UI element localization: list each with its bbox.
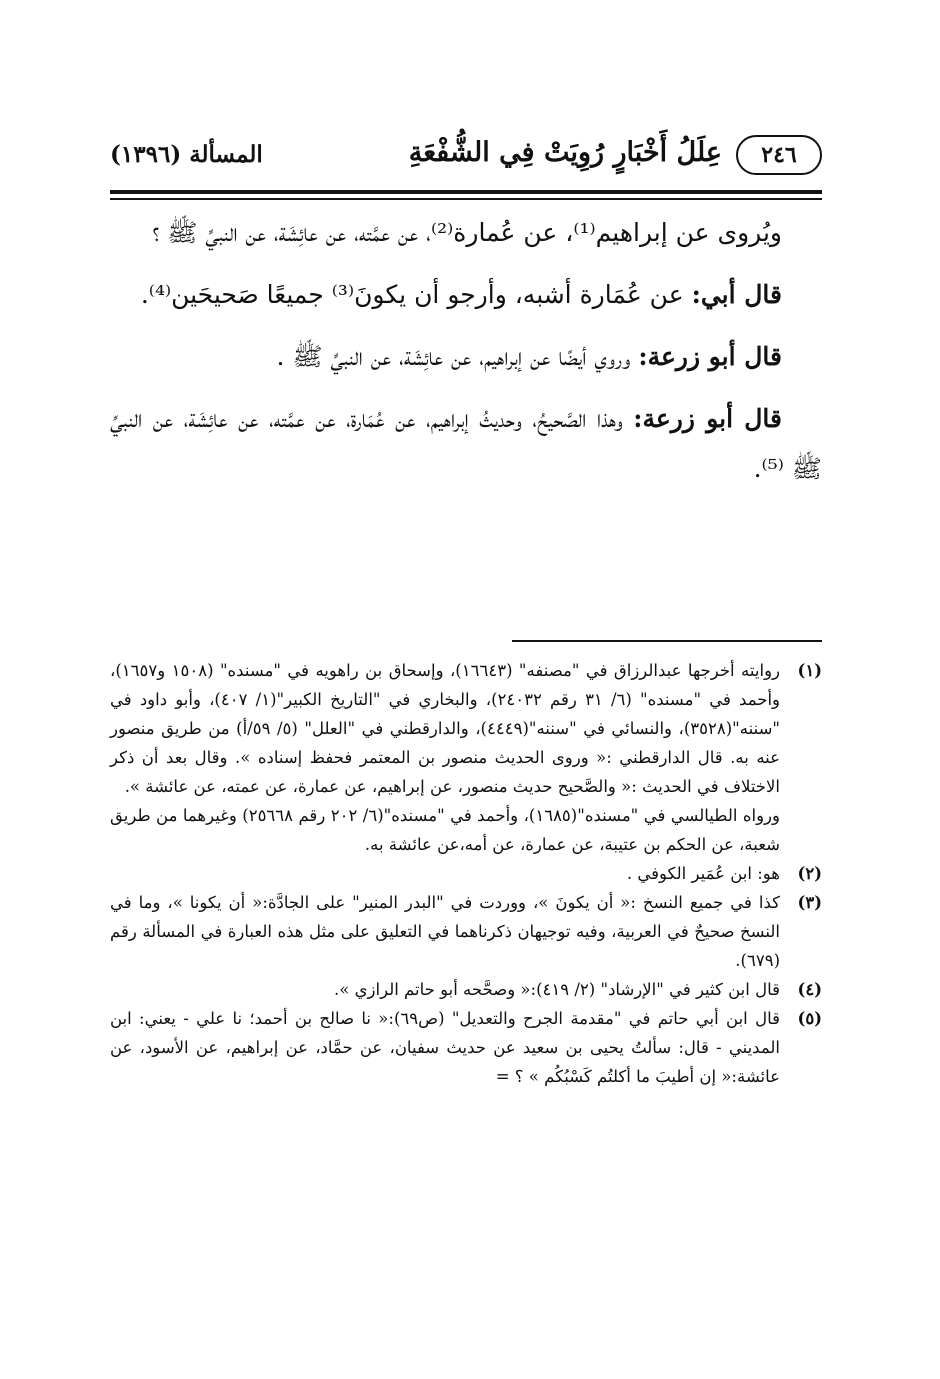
footnote-number: (٥): [797, 1009, 822, 1028]
speaker-abu-zura-1: قال أبو زرعة:: [638, 342, 782, 371]
paragraph-abu-zura-1: [110, 332, 822, 382]
footnote-paragraph: قال ابن أبي حاتم في "مقدمة الجرح والتعديل" (ص٦٩):« نا صالح بن أحمد؛ نا علي - يعني: ابن المديني - قال: سألتُ يحيى بن سعيد عن حديث سفيان، عن حمَّاد، عن إبراهيم، عن الأسود، عن عائشة:« إن أطيبَ ما أكلتُم كَسْبُكُم » ؟ =: [110, 1009, 780, 1086]
abu-zura-1-text: وروي أيضًا عن إبراهيم، عن عائِشَة، عن النبيِّ ﷺ .: [276, 342, 631, 371]
footnote-number: (٣): [797, 893, 822, 912]
speaker-abu-zura-2: قال أبو زرعة:: [633, 404, 782, 433]
footnote-1: [110, 656, 822, 859]
footnote-separator: [512, 640, 822, 642]
footnote-paragraph: هو: ابن عُمَير الكوفي .: [626, 864, 780, 883]
footnote-body: [110, 656, 780, 859]
paragraph-abi: [110, 270, 822, 320]
footnote-body: [110, 888, 780, 975]
header-rule-thick: [110, 190, 822, 194]
footnote-3: [110, 888, 822, 975]
footnote-paragraph: كذا في جميع النسخ :« أن يكونَ »، ووردت في "البدر المنير" على الجادَّة:« أن يكونا »، وما في النسخ صحيحٌ في العربية، وفيه توجيهان ذكرناهما في التعليق على مثل هذه العبارة في المسألة رقم (٦٧٩).: [110, 893, 780, 970]
footnote-4: [110, 975, 822, 1004]
paragraph-question: [110, 208, 822, 258]
footnote-number: (١): [797, 661, 822, 680]
question-text: ويُروى عن إبراهيم⁽¹⁾، عن عُمارة⁽²⁾، عن عمَّته، عن عائِشَة، عن النبيِّ ﷺ ؟: [152, 218, 782, 247]
footnote-body: [110, 975, 780, 1004]
book-title: عِلَلُ أَخْبَارٍ رُوِيَتْ فِي الشُّفْعَةِ: [408, 137, 722, 168]
footnote-number: (٤): [797, 980, 822, 999]
footnote-paragraph: قال ابن كثير في "الإرشاد" (٢/ ٤١٩):« وصحَّحه أبو حاتم الرازي ».: [334, 980, 780, 999]
abu-zura-2-text: وهذا الصَّحيحُ، وحديثُ إبراهيم، عن عُمَارة، عن عمَّته، عن عائِشَة، عن النبيِّ ﷺ ⁽⁵⁾.: [110, 404, 822, 483]
footnotes: [110, 656, 822, 1091]
footnote-number: (٢): [797, 864, 822, 883]
footnote-2: [110, 859, 822, 888]
main-text: [110, 208, 822, 506]
paragraph-abu-zura-2: [110, 394, 822, 494]
footnote-5: [110, 1004, 822, 1091]
header-rule-thin: [110, 198, 822, 200]
page-header: [110, 135, 822, 183]
abi-text: عن عُمَارة أشبه، وأرجو أن يكونَ⁽³⁾ جميعًا صَحيحَين⁽⁴⁾.: [140, 280, 684, 309]
footnote-paragraph: روايته أخرجها عبدالرزاق في "مصنفه" (١٦٦٤٣)، وإسحاق بن راهويه في "مسنده" (١٥٠٨ و١٦٥٧)، وأحمد في "مسنده" (٦/ ٣١ رقم ٢٤٠٣٢)، والبخاري في "التاريخ الكبير"(١/ ٤٠٧)، وأبو داود في "سننه"(٣٥٢٨)، والنسائي في "سننه"(٤٤٤٩)، والدارقطني في "العلل" (٥/ ٥٩/أ) من طريق منصور عنه به. قال الدارقطني :« وروى الحديث منصور بن المعتمر فحفظ إسناده ». وقال بعد أن ذكر الاختلاف في الحديث :« والصَّحيح حديث منصور، عن إبراهيم، عن عمارة، عن عمته، عن عائشة ».: [110, 661, 781, 796]
issue-label: المسألة (١٣٩٦): [110, 141, 263, 168]
footnote-body: [110, 859, 780, 888]
page-number: ٢٤٦: [736, 135, 822, 175]
footnote-paragraph: ورواه الطيالسي في "مسنده"(١٦٨٥)، وأحمد في "مسنده"(٦/ ٢٠٢ رقم ٢٥٦٦٨) وغيرهما من طريق شعبة، عن الحكم بن عتيبة، عن عمارة، عن أمه،عن عائشة به.: [110, 806, 780, 854]
footnote-body: [110, 1004, 780, 1091]
speaker-abi: قال أبي:: [691, 280, 782, 309]
